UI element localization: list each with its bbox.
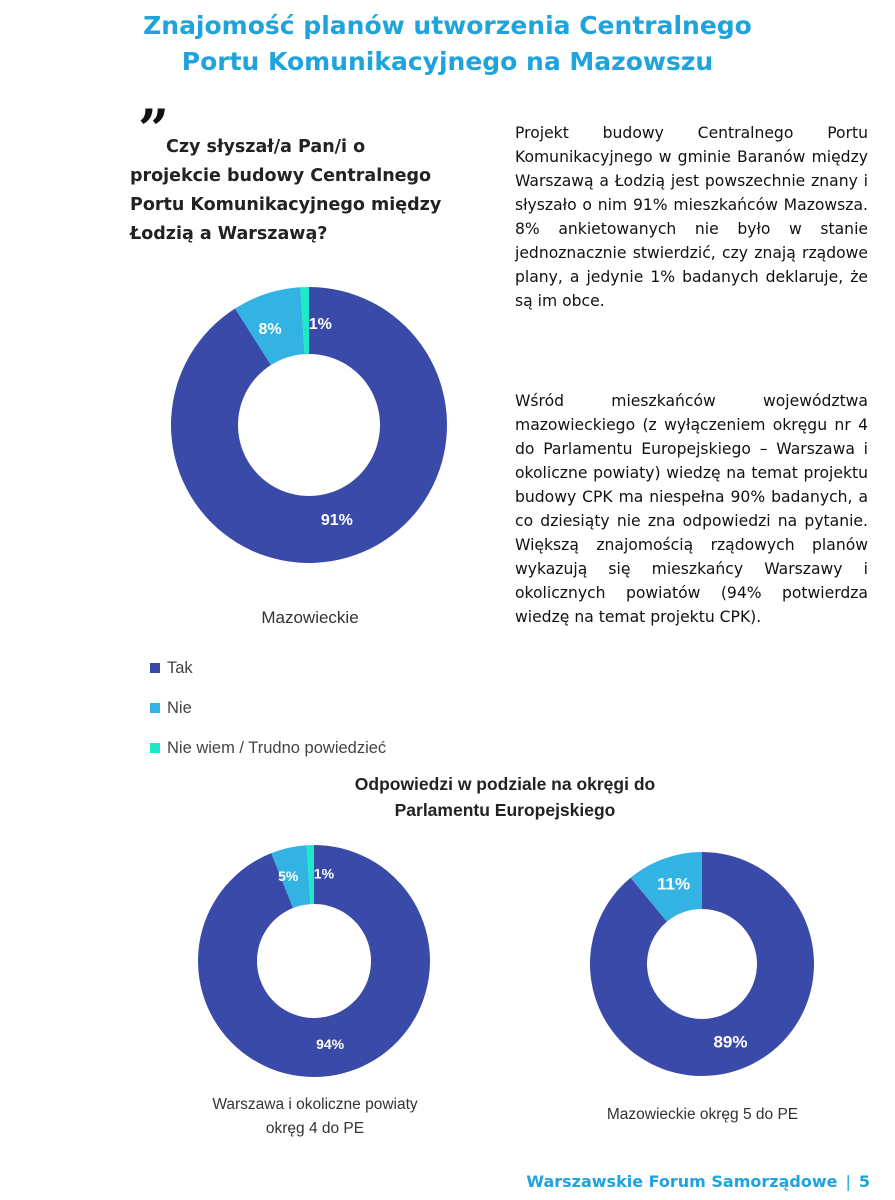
page-title-line-1: Znajomość planów utworzenia Centralnego [143, 11, 752, 40]
donut-label-nie-wiem-trudno-powiedziec: 1% [308, 316, 332, 334]
paragraph-summary: Projekt budowy Centralnego Portu Komunikacyjnego w gminie Baranów między Warszawą a Łodzią jest powszechnie znany i słyszało o nim 91% mieszkańców Mazowsza. 8% ankietowanych nie było w stanie jednoznacznie stwierdzić, czy znają rządowe plany, a jedynie 1% badanych deklaruje, że są im obce. [515, 124, 868, 310]
quote-mark-icon: ” [138, 97, 170, 161]
legend-label-nie: Nie [167, 698, 192, 717]
page-number: 5 [858, 1172, 870, 1191]
legend-item-nie [150, 688, 386, 728]
legend-label-nie-wiem: Nie wiem / Trudno powiedzieć [167, 738, 387, 757]
donut-chart-mazowieckie-okreg-5 [590, 852, 814, 1076]
subheading-line-1: Odpowiedzi w podziale na okręgi do [354, 774, 656, 794]
subheading-line-2: Parlamentu Europejskiego [394, 800, 616, 820]
donut-label-tak: 89% [713, 1032, 748, 1052]
chart-caption-warszawa-okreg-4 [180, 1093, 450, 1141]
donut-label-nie: 5% [278, 867, 299, 884]
donut-label-nie: 8% [258, 321, 282, 339]
legend-item-nie-wiem [150, 728, 386, 768]
donut-label-tak: 91% [320, 512, 353, 530]
survey-question: Czy słyszał/a Pan/i o projekcie budowy Centralnego Portu Komunikacyjnego między Łodzią a Warszawą? [130, 137, 442, 244]
donut-chart-warszawa-okreg-4 [198, 845, 430, 1077]
donut-chart-mazowieckie [171, 287, 447, 563]
donut-label-nie-wiem-trudno-powiedziec: 1% [313, 865, 335, 882]
page-footer [526, 1172, 870, 1191]
page-title-line-2: Portu Komunikacyjnego na Mazowszu [181, 47, 714, 76]
chart-legend [150, 648, 386, 768]
caption-line-2: okręg 4 do PE [265, 1120, 365, 1137]
legend-swatch-tak [150, 663, 160, 673]
footer-brand: Warszawskie Forum Samorządowe [526, 1172, 838, 1191]
footer-separator: | [845, 1172, 851, 1191]
legend-swatch-nie-wiem [150, 743, 160, 753]
legend-swatch-nie [150, 703, 160, 713]
chart-caption-mazowieckie: Mazowieckie [261, 608, 359, 627]
caption-line-1: Warszawa i okoliczne powiaty [212, 1096, 418, 1113]
paragraph-districts: Wśród mieszkańców województwa mazowieckiego (z wyłączeniem okręgu nr 4 do Parlamentu Europejskiego – Warszawa i okoliczne powiaty) wiedzę na temat projektu budowy CPK ma niespełna 90% badanych, a co dziesiąty nie zna odpowiedzi na pytanie. Większą znajomością rządowych planów wykazują się mieszkańcy Warszawy i okolicznych powiatów (94% potwierdza wiedzę na temat projektu CPK). [515, 392, 868, 626]
donut-label-tak: 94% [316, 1036, 345, 1053]
section-subheading [300, 771, 710, 823]
page-title [0, 8, 895, 80]
chart-caption-mazowieckie-okreg-5: Mazowieckie okręg 5 do PE [606, 1106, 799, 1123]
legend-item-tak [150, 648, 386, 688]
legend-label-tak: Tak [167, 658, 193, 677]
donut-label-nie: 11% [656, 874, 691, 894]
